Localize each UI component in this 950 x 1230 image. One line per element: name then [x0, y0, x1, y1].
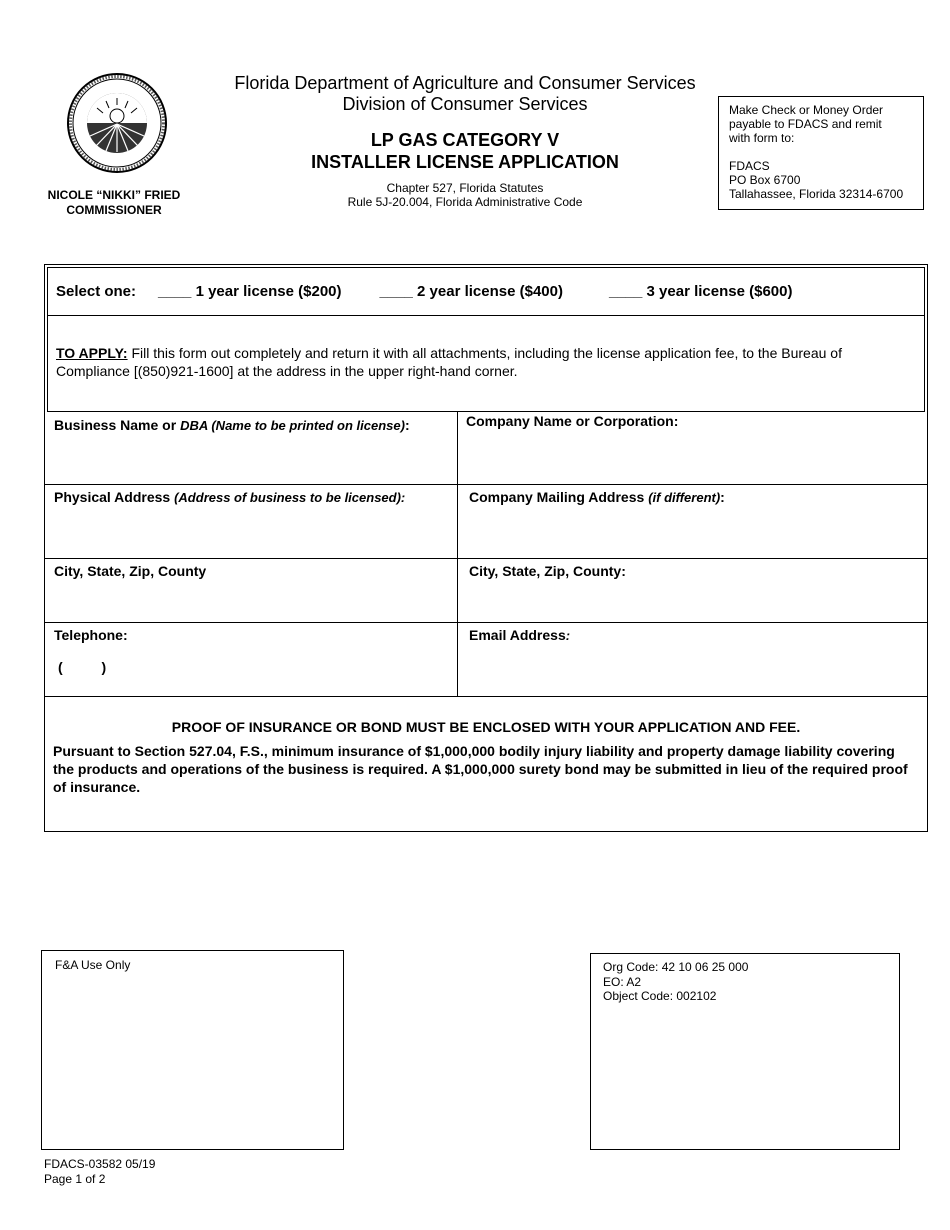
option-2-year[interactable]: ____ 2 year license ($400) — [379, 283, 563, 300]
company-name-label: Company Name or Corporation: — [466, 413, 679, 429]
email-label: Email Address — [469, 627, 566, 643]
city-state-zip-field-left[interactable] — [45, 559, 457, 622]
telephone-area-code: ( ) — [58, 659, 107, 675]
insurance-text: Pursuant to Section 527.04, F.S., minimum insurance of $1,000,000 bodily injury liability and property damage liability covering the products and operations of the business is required. A $1,000,000 surety bond may be submitted in lieu of the required proof of insurance. — [53, 743, 908, 795]
business-name-label: Business Name or — [54, 417, 181, 433]
division-name: Division of Consumer Services — [342, 94, 588, 114]
form-title-line2: INSTALLER LICENSE APPLICATION — [311, 152, 619, 172]
remit-address2: PO Box 6700 — [729, 173, 801, 187]
physical-address-label: Physical Address — [54, 489, 175, 505]
form-title — [200, 129, 730, 173]
object-code: Object Code: 002102 — [603, 989, 717, 1003]
telephone-label: Telephone: — [54, 627, 128, 643]
statute-reference — [200, 181, 730, 209]
select-label: Select one: — [56, 283, 137, 300]
physical-address-note: (Address of business to be licensed): — [174, 490, 406, 505]
form-number: FDACS-03582 05/19 — [44, 1157, 156, 1171]
city-state-zip-label-left: City, State, Zip, County — [54, 563, 207, 579]
fa-use-only-label: F&A Use Only — [55, 958, 131, 972]
form-title-line1: LP GAS CATEGORY V — [370, 130, 560, 150]
remit-address3: Tallahassee, Florida 32314-6700 — [729, 187, 904, 201]
mailing-address-label: Company Mailing Address — [469, 489, 649, 505]
license-term-selector — [47, 267, 925, 316]
remit-line2: payable to FDACS and remit — [729, 117, 882, 131]
telephone-field[interactable] — [45, 623, 457, 696]
business-name-note: DBA (Name to be printed on license) — [180, 418, 405, 433]
row-divider — [45, 696, 927, 697]
department-heading — [200, 73, 730, 115]
apply-text: Fill this form out completely and return it with all attachments, including the license application fee, to the Bureau of Compliance [(850)921-1600] at the address in the upper right-hand corner. — [56, 345, 842, 379]
mailing-address-field[interactable]: Company Mailing Address (if different): — [469, 489, 725, 505]
footer — [44, 1157, 155, 1187]
fa-use-only-box — [41, 950, 344, 1150]
insurance-heading: PROOF OF INSURANCE OR BOND MUST BE ENCLOSED WITH YOUR APPLICATION AND FEE. — [171, 719, 801, 735]
email-field[interactable]: Email Address: — [469, 627, 571, 643]
business-name-field[interactable]: Business Name or DBA (Name to be printed on license): — [54, 417, 410, 433]
insurance-requirement — [45, 698, 927, 796]
mailing-address-note: (if different) — [648, 490, 721, 505]
commissioner-name: NICOLE “NIKKI” FRIED — [47, 188, 181, 202]
eo-code: EO: A2 — [603, 974, 642, 989]
apply-instructions — [47, 314, 925, 412]
accounting-codes-box — [590, 953, 900, 1150]
remit-address1: FDACS — [729, 159, 770, 173]
commissioner-block — [40, 188, 188, 218]
org-code: Org Code: 42 10 06 25 000 — [603, 960, 749, 974]
page-number: Page 1 of 2 — [44, 1172, 106, 1186]
department-name: Florida Department of Agriculture and Consumer Services — [234, 73, 696, 93]
city-state-zip-label-right: City, State, Zip, County: — [469, 563, 626, 579]
option-3-year[interactable]: ____ 3 year license ($600) — [609, 283, 793, 300]
remit-line3: with form to: — [729, 131, 795, 145]
city-state-zip-field-right[interactable] — [457, 559, 927, 622]
physical-address-field[interactable] — [45, 485, 457, 558]
statute-line2: Rule 5J-20.004, Florida Administrative Code — [347, 195, 583, 209]
commissioner-title: COMMISSIONER — [66, 203, 162, 217]
remit-line1: Make Check or Money Order — [729, 103, 884, 117]
statute-line1: Chapter 527, Florida Statutes — [386, 181, 544, 195]
department-seal — [66, 72, 168, 174]
company-name-field[interactable] — [457, 409, 927, 484]
option-1-year[interactable]: ____ 1 year license ($200) — [158, 283, 342, 300]
remit-instructions-box — [718, 96, 924, 210]
apply-lead: TO APPLY: — [56, 345, 128, 361]
application-form — [44, 264, 928, 832]
